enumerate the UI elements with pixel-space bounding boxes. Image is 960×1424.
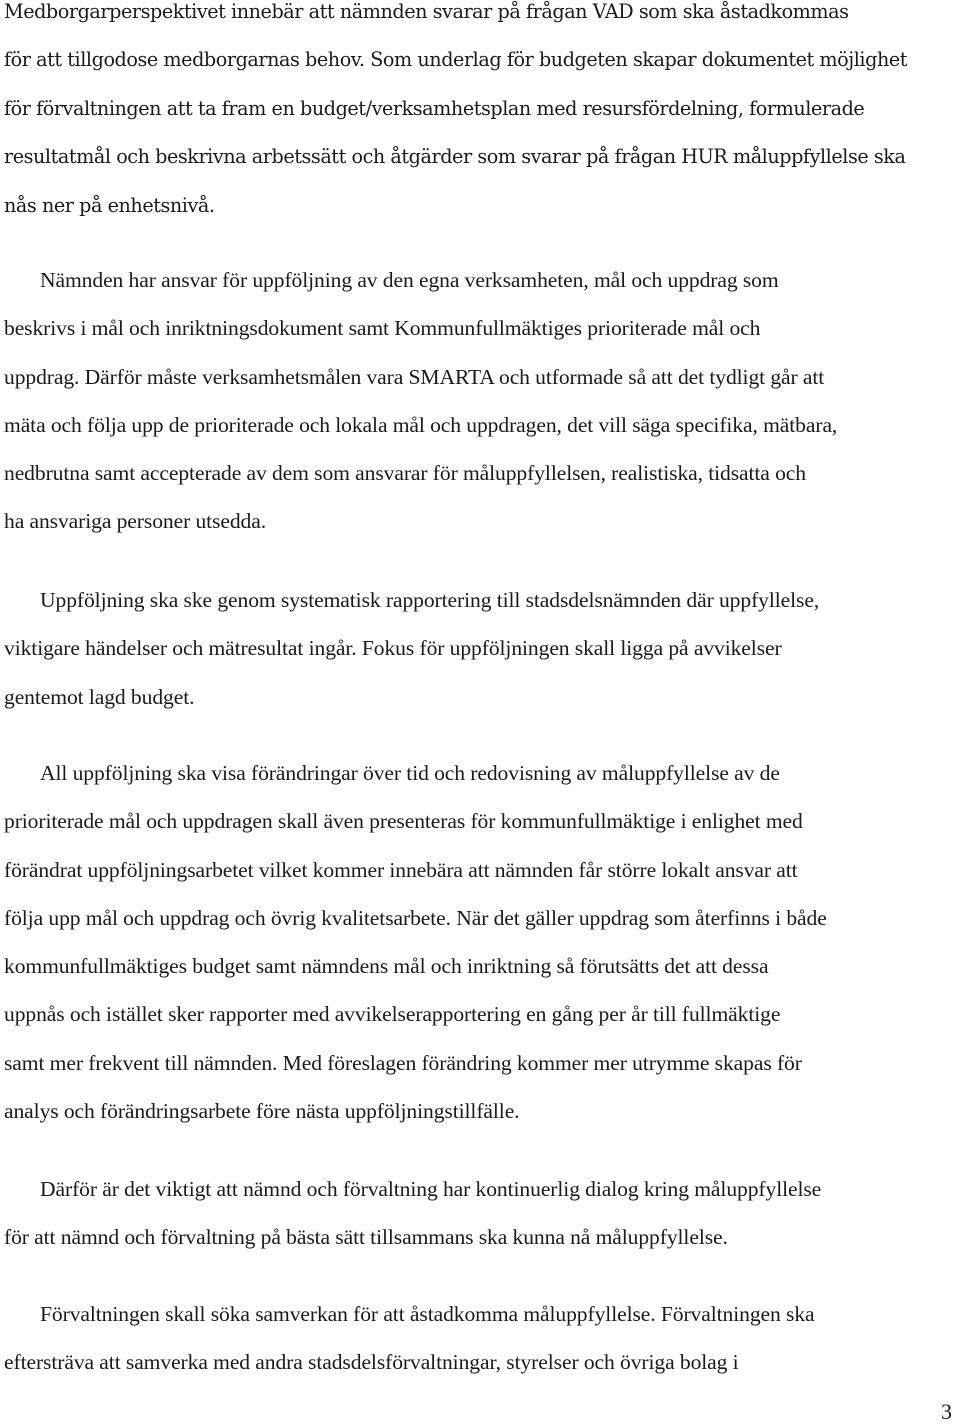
text-line: Nämnden har ansvar för uppföljning av den egna verksamheten, mål och uppdrag som <box>40 268 779 292</box>
paragraph-samverkan <box>4 1290 815 1387</box>
text-line: Förvaltningen skall söka samverkan för att åstadkomma måluppfyllelse. Förvaltningen ska <box>40 1302 815 1326</box>
text-line: för förvaltningen att ta fram en budget/verksamhetsplan med resursfördelning, formulerade <box>4 96 865 120</box>
text-line: ha ansvariga personer utsedda. <box>4 509 267 534</box>
text-line: följa upp mål och uppdrag och övrig kvalitetsarbete. När det gäller uppdrag som återfinns i både <box>4 905 827 930</box>
text-line: Uppföljning ska ske genom systematisk rapportering till stadsdelsnämnden där uppfyllelse, <box>40 588 820 612</box>
text-line: Medborgarperspektivet innebär att nämnden svarar på frågan VAD som ska åstadkommas <box>4 0 849 23</box>
paragraph-kontinuerlig-dialog <box>4 1165 821 1262</box>
text-line: nås ner på enhetsnivå. <box>4 193 215 217</box>
paragraph-uppföljning-rapportering <box>4 576 819 721</box>
text-line: Därför är det viktigt att nämnd och förvaltning har kontinuerlig dialog kring måluppfyllelse <box>40 1177 822 1201</box>
text-line: gentemot lagd budget. <box>4 684 195 709</box>
text-line: analys och förändringsarbete före nästa uppföljningstillfälle. <box>4 1099 520 1124</box>
text-line: prioriterade mål och uppdragen skall även presenteras för kommunfullmäktige i enlighet med <box>4 809 803 834</box>
text-line: uppnås och istället sker rapporter med avvikelserapportering en gång per år till fullmäktige <box>4 1002 781 1027</box>
text-line: eftersträva att samverka med andra stadsdelsförvaltningar, styrelser och övriga bolag i <box>4 1350 739 1375</box>
text-line: uppdrag. Därför måste verksamhetsmålen vara SMARTA och utformade så att det tydligt går att <box>4 364 825 389</box>
text-line: nedbrutna samt accepterade av dem som ansvarar för måluppfyllelsen, realistiska, tidsatta och <box>4 461 806 486</box>
text-line: förändrat uppföljningsarbetet vilket kommer innebära att nämnden får större lokalt ansvar att <box>4 857 798 882</box>
text-line: viktigare händelser och mätresultat ingår. Fokus för uppföljningen skall ligga på avvikelser <box>4 636 782 661</box>
text-line: mäta och följa upp de prioriterade och lokala mål och uppdragen, det vill säga specifika, mätbara, <box>4 412 838 437</box>
paragraph-medborgarperspektiv <box>4 0 907 230</box>
page-number: 3 <box>941 1399 952 1424</box>
text-line: för att tillgodose medborgarnas behov. Som underlag för budgeten skapar dokumentet möjlighet <box>4 48 908 71</box>
text-line: All uppföljning ska visa förändringar över tid och redovisning av måluppfyllelse av de <box>40 761 780 785</box>
paragraph-förändringar-över-tid <box>4 749 827 1135</box>
text-line: för att nämnd och förvaltning på bästa sätt tillsammans ska kunna nå måluppfyllelse. <box>4 1225 728 1250</box>
text-line: kommunfullmäktiges budget samt nämndens mål och inriktning så förutsätts det att dessa <box>4 954 769 979</box>
text-line: beskrivs i mål och inriktningsdokument samt Kommunfullmäktiges prioriterade mål och <box>4 316 761 341</box>
text-line: samt mer frekvent till nämnden. Med föreslagen förändring kommer mer utrymme skapas för <box>4 1050 802 1075</box>
text-line: resultatmål och beskrivna arbetssätt och åtgärder som svarar på frågan HUR måluppfyllelse ska <box>4 145 906 168</box>
paragraph-nämndens-ansvar <box>4 256 837 546</box>
